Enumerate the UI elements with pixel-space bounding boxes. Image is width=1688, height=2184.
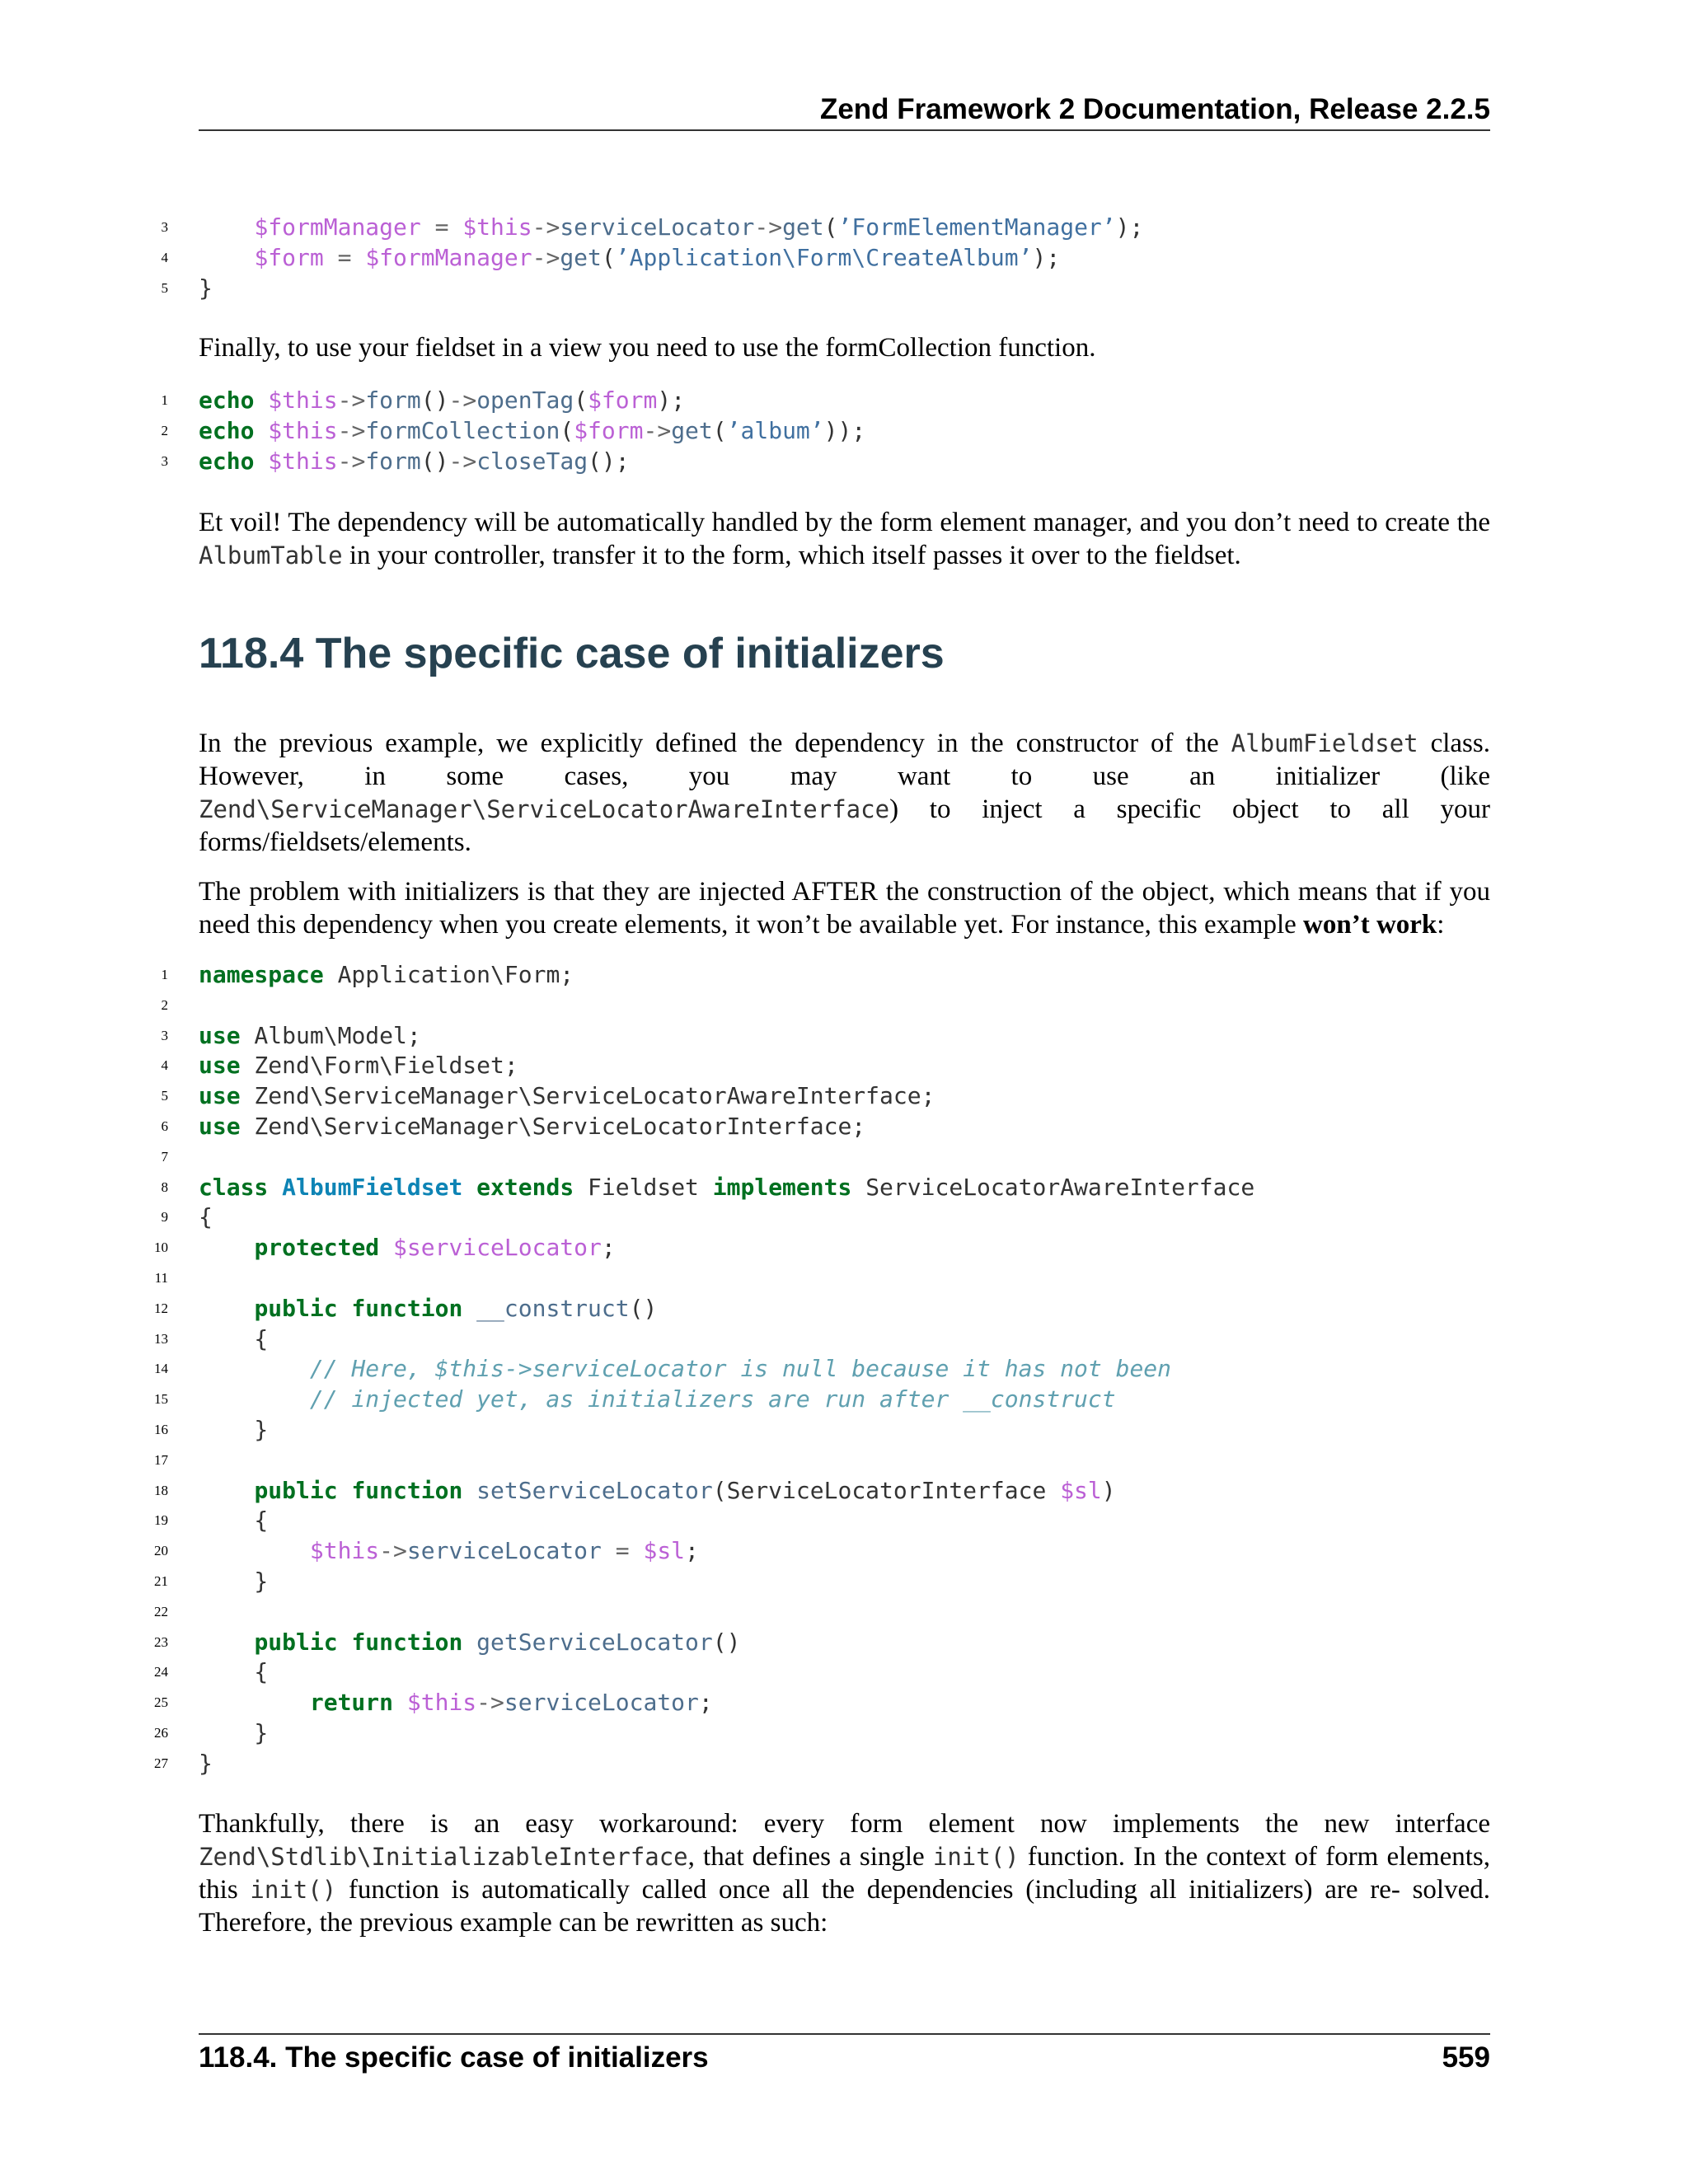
code-block-view-echo (0, 386, 1688, 476)
code-token: echo (199, 416, 255, 444)
code-line (0, 447, 1688, 477)
paragraph-text: Et voil! The dependency will be automatically handled by the form element manager, and you don’t need to create the (199, 508, 1490, 537)
code-token: ); (1115, 213, 1144, 241)
code-token: form (365, 447, 421, 475)
code-token (379, 1234, 393, 1261)
code-line (0, 243, 1688, 274)
code-line (0, 274, 1688, 304)
code-token: serviceLocator (560, 213, 755, 241)
code-line (0, 1476, 1688, 1507)
line-number: 20 (154, 1543, 168, 1559)
line-number: 8 (161, 1179, 168, 1195)
code-token: ’FormElementManager’ (837, 213, 1116, 241)
code-text (199, 1718, 268, 1749)
code-text (199, 1749, 213, 1779)
code-token: $this (268, 416, 338, 444)
code-token: setServiceLocator (476, 1476, 713, 1504)
code-token: ( (560, 416, 574, 444)
code-token: ; (698, 1689, 713, 1717)
code-text (199, 213, 1143, 243)
code-text (199, 416, 865, 447)
code-token (199, 1689, 310, 1716)
line-number: 12 (154, 1300, 168, 1316)
code-token: ’album’ (726, 416, 824, 444)
code-text (199, 1051, 518, 1081)
code-token: openTag (476, 387, 574, 414)
paragraph-text: Thankfully, there is an easy workaround: every form element now implements the new interface (199, 1809, 1490, 1839)
code-text (199, 1081, 935, 1112)
code-token: get (671, 416, 713, 444)
line-number: 2 (161, 422, 168, 438)
code-token: $sl (643, 1537, 686, 1565)
code-text (199, 243, 1060, 274)
code-token: $this (462, 213, 532, 241)
code-token: } (199, 1749, 213, 1777)
code-line (0, 1021, 1688, 1052)
paragraph-text: ) to inject a specific object to all your forms/fieldsets/elements. (199, 794, 1490, 857)
line-number: 1 (161, 967, 168, 982)
code-text (199, 386, 685, 416)
code-token: $form (574, 416, 644, 444)
inline-code: init() (932, 1843, 1020, 1871)
paragraph-text: in your controller, transfer it to the form, which itself passes it over to the fieldset. (342, 541, 1241, 570)
code-token: ( (823, 213, 838, 241)
code-line (0, 1263, 1688, 1294)
code-token: $sl (1060, 1476, 1102, 1504)
code-token (338, 1477, 352, 1504)
inline-code: init() (250, 1876, 337, 1904)
code-text (199, 960, 574, 991)
code-text (199, 1233, 616, 1263)
code-token: = (323, 243, 366, 271)
header-rule (199, 129, 1490, 131)
code-line (0, 1354, 1688, 1385)
code-token: -> (754, 213, 783, 241)
code-token: ( (712, 416, 727, 444)
code-token: () (420, 387, 449, 414)
code-token: $formManager (365, 243, 532, 271)
code-line (0, 991, 1688, 1021)
paragraph-text: : (1437, 910, 1445, 940)
code-text (199, 1657, 268, 1688)
code-line (0, 386, 1688, 416)
line-number: 7 (161, 1148, 168, 1165)
code-token: namespace (199, 961, 324, 988)
code-text (199, 1536, 699, 1567)
code-text (199, 1294, 657, 1324)
code-token (199, 1234, 254, 1261)
code-token: // Here, $this->serviceLocator is null because it has not been (309, 1355, 1172, 1383)
code-line (0, 1657, 1688, 1688)
code-line (0, 1567, 1688, 1597)
line-number: 15 (154, 1391, 168, 1408)
code-token: -> (337, 447, 366, 475)
line-number: 14 (154, 1361, 168, 1377)
code-token: ( (574, 387, 588, 414)
code-line (0, 1506, 1688, 1536)
code-text (199, 1324, 268, 1355)
code-line (0, 1749, 1688, 1779)
inline-code: Zend\Stdlib\InitializableInterface (199, 1843, 688, 1871)
code-token: ’Application\Form\CreateAlbum’ (615, 243, 1033, 271)
code-line (0, 1142, 1688, 1173)
paragraph-text: function. In the context of form elements, this (199, 1842, 1490, 1905)
code-text (199, 1354, 1171, 1385)
code-line (0, 1597, 1688, 1628)
code-token: $form (254, 243, 324, 271)
code-token: $this (268, 387, 338, 414)
code-token (338, 1629, 352, 1656)
code-line (0, 1415, 1688, 1446)
code-token: public (254, 1476, 338, 1504)
code-token (268, 1174, 282, 1201)
code-token: Zend\ServiceManager\ServiceLocatorAwareInterface; (240, 1082, 935, 1110)
code-token: return (309, 1689, 394, 1717)
code-text (199, 1173, 1254, 1203)
code-line (0, 416, 1688, 447)
code-text (199, 274, 213, 304)
line-number: 3 (161, 219, 168, 235)
code-token: $this (406, 1689, 477, 1717)
code-token (199, 1537, 310, 1564)
code-line (0, 1294, 1688, 1324)
paragraph-text: In the previous example, we explicitly defined the dependency in the constructor of the (199, 729, 1231, 758)
paragraph-initializer-intro (199, 727, 1490, 859)
code-token: ; (685, 1537, 699, 1565)
code-token: } (199, 274, 213, 302)
code-token: function (351, 1628, 463, 1656)
code-token: -> (532, 243, 560, 271)
code-line (0, 960, 1688, 991)
code-token (462, 1629, 476, 1656)
code-token: ( (601, 243, 616, 271)
code-token: (ServiceLocatorInterface (712, 1476, 1061, 1504)
code-token: Application\Form; (323, 961, 574, 988)
code-text (199, 1415, 268, 1446)
code-token: -> (448, 447, 477, 475)
code-token: get (560, 243, 602, 271)
code-token: $this (309, 1537, 380, 1565)
code-token: { (199, 1324, 269, 1352)
code-token: } (199, 1718, 269, 1746)
code-token: ) (1101, 1476, 1116, 1504)
code-token: Zend\ServiceManager\ServiceLocatorInterface; (240, 1112, 866, 1140)
code-token: $formManager (254, 213, 421, 241)
code-token: )); (823, 416, 866, 444)
code-token: $form (588, 387, 658, 414)
paragraph-dependency-handled (199, 506, 1490, 572)
code-token: -> (337, 416, 366, 444)
line-number: 6 (161, 1118, 168, 1134)
footer-section-title: 118.4. The specific case of initializers (199, 2041, 709, 2074)
code-text (199, 1506, 268, 1536)
code-token (199, 1295, 254, 1322)
paragraph-initializer-problem (199, 875, 1490, 941)
code-line (0, 1385, 1688, 1415)
code-line (0, 1173, 1688, 1203)
code-token: { (199, 1203, 213, 1231)
code-token: class (199, 1173, 269, 1201)
code-token: use (199, 1021, 241, 1049)
code-token: ); (657, 387, 686, 414)
code-token: $serviceLocator (393, 1234, 602, 1262)
code-token: Fieldset (574, 1173, 713, 1201)
code-text (199, 1688, 713, 1718)
code-token: } (199, 1567, 269, 1595)
document-title: Zend Framework 2 Documentation, Release 2.2.5 (819, 93, 1490, 125)
line-number: 19 (154, 1512, 168, 1529)
code-token (254, 417, 268, 444)
code-text (199, 1112, 865, 1142)
line-number: 10 (154, 1240, 168, 1256)
code-token: // injected yet, as initializers are run after __construct (309, 1385, 1116, 1413)
code-token: () (420, 447, 449, 475)
code-line (0, 1718, 1688, 1749)
code-text (199, 447, 630, 477)
code-token: form (365, 387, 421, 414)
paragraph-text: class. However, in some cases, you may want to use an initializer (like (199, 729, 1490, 791)
paragraph-text: , that defines a single (687, 1842, 933, 1872)
code-line (0, 1536, 1688, 1567)
line-number: 4 (161, 249, 168, 265)
inline-code: AlbumTable (199, 541, 343, 569)
code-token: -> (379, 1537, 407, 1565)
line-number: 2 (161, 996, 168, 1013)
code-token (199, 213, 254, 241)
code-token (199, 1629, 254, 1656)
line-number: 25 (154, 1694, 168, 1711)
line-number: 5 (161, 279, 168, 296)
code-token: { (199, 1658, 269, 1686)
code-token: { (199, 1507, 269, 1535)
code-line (0, 1112, 1688, 1142)
code-token (462, 1295, 476, 1322)
code-token: -> (643, 416, 672, 444)
code-line (0, 1688, 1688, 1718)
code-token: $this (268, 447, 338, 475)
code-token (462, 1477, 476, 1504)
code-token: AlbumFieldset (282, 1173, 463, 1201)
line-number: 9 (161, 1209, 168, 1226)
code-token: function (351, 1294, 463, 1322)
code-token: use (199, 1112, 241, 1140)
code-text (199, 1476, 1116, 1507)
code-text (199, 1021, 421, 1052)
code-token: public (254, 1294, 338, 1322)
code-line (0, 1081, 1688, 1112)
code-token: -> (337, 387, 366, 414)
line-number: 24 (154, 1664, 168, 1680)
code-line (0, 1051, 1688, 1081)
code-token: protected (254, 1234, 380, 1262)
code-token: public (254, 1628, 338, 1656)
code-line (0, 1628, 1688, 1658)
paragraph-text: function is automatically called once all the dependencies (including all initializers) are re- solved. Therefore, the previous example can be rewritten as such: (199, 1875, 1490, 1938)
code-token: } (199, 1415, 269, 1443)
inline-code: Zend\ServiceManager\ServiceLocatorAwareInterface (199, 795, 890, 823)
code-token: -> (476, 1689, 504, 1717)
line-number: 4 (161, 1057, 168, 1074)
code-token: extends (476, 1173, 574, 1201)
code-token (254, 387, 268, 414)
line-number: 11 (154, 1269, 168, 1286)
code-token: use (199, 1052, 241, 1080)
code-token: echo (199, 447, 255, 475)
line-number: 17 (154, 1451, 168, 1468)
code-token: ); (1032, 243, 1061, 271)
line-number: 18 (154, 1482, 168, 1498)
paragraph-form-collection: Finally, to use your fieldset in a view you need to use the formCollection function. (199, 333, 1096, 363)
code-token: (); (588, 447, 630, 475)
line-number: 13 (154, 1330, 168, 1347)
code-text (199, 1202, 213, 1233)
section-heading: 118.4 The specific case of initializers (199, 630, 945, 677)
code-text (199, 1628, 740, 1658)
line-number: 5 (161, 1088, 168, 1104)
line-number: 3 (161, 452, 168, 469)
code-line (0, 1202, 1688, 1233)
code-token: () (629, 1294, 658, 1322)
code-token: implements (712, 1173, 852, 1201)
code-block-form-manager (0, 213, 1688, 303)
line-number: 23 (154, 1633, 168, 1650)
code-token: get (782, 213, 824, 241)
paragraph-text: The problem with initializers is that they are injected AFTER the construction of the object, which means that if you need this dependency when you create elements, it won’t be available yet. For instance, this example (199, 877, 1490, 940)
code-token (338, 1295, 352, 1322)
code-token (199, 244, 254, 271)
code-line (0, 213, 1688, 243)
code-token: formCollection (365, 416, 560, 444)
line-number: 26 (154, 1724, 168, 1741)
code-token: -> (532, 213, 560, 241)
code-token: () (712, 1628, 741, 1656)
code-token: __construct (476, 1294, 630, 1322)
code-token: = (420, 213, 463, 241)
code-token: serviceLocator (406, 1537, 602, 1565)
code-token (393, 1689, 407, 1716)
code-token: getServiceLocator (476, 1628, 713, 1656)
code-line (0, 1446, 1688, 1476)
line-number: 16 (154, 1421, 168, 1437)
code-token (199, 1477, 254, 1504)
code-token: serviceLocator (504, 1689, 699, 1717)
code-block-album-fieldset (0, 960, 1688, 1779)
inline-code: AlbumFieldset (1231, 729, 1418, 757)
code-token: ServiceLocatorAwareInterface (851, 1173, 1255, 1201)
code-line (0, 1324, 1688, 1355)
line-number: 22 (154, 1603, 168, 1619)
code-token: -> (448, 387, 477, 414)
code-text (199, 1567, 268, 1597)
footer-rule (199, 2033, 1490, 2035)
code-token (462, 1174, 476, 1201)
code-token: = (601, 1537, 644, 1565)
line-number: 21 (154, 1572, 168, 1589)
code-token: ; (601, 1234, 616, 1262)
code-token (199, 1385, 310, 1413)
code-token: echo (199, 387, 255, 414)
line-number: 27 (154, 1755, 168, 1771)
code-token (254, 448, 268, 475)
code-token: Zend\Form\Fieldset; (240, 1052, 518, 1080)
code-token: Album\Model; (240, 1021, 421, 1049)
code-token (199, 1355, 310, 1382)
page-number: 559 (1442, 2041, 1490, 2074)
line-number: 3 (161, 1027, 168, 1043)
code-token: closeTag (476, 447, 588, 475)
code-text (199, 1385, 1116, 1415)
line-number: 1 (161, 392, 168, 408)
code-token: function (351, 1476, 463, 1504)
code-token: use (199, 1082, 241, 1110)
paragraph-workaround (199, 1807, 1490, 1939)
bold-emphasis: won’t work (1303, 910, 1437, 940)
code-line (0, 1233, 1688, 1263)
